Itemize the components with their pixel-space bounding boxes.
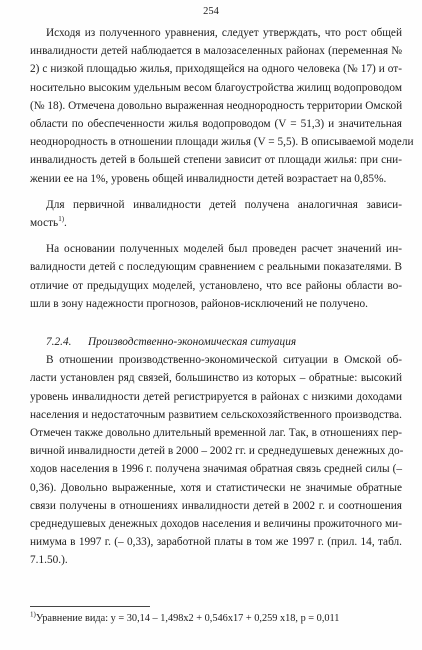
text-line: На основании полученных моделей был проведен расчет значений ин-: [46, 243, 402, 256]
section-heading: [30, 333, 402, 351]
paragraph-spacer: [30, 188, 402, 196]
text-line: носительно высоким удельным весом благоустройства жилищ водопроводом: [30, 81, 402, 94]
paragraph-3: [30, 240, 402, 313]
section-spacer: [30, 313, 402, 333]
text-fragment: мость: [30, 217, 59, 230]
footnote-text: Уравнение вида: у = 30,14 – 1,498х2 + 0,546х17 + 0,259 х18, р = 0,011: [35, 613, 340, 624]
text-line: жении ее на 1%, уровень общей инвалидности детей возрастает на 0,85%.: [30, 172, 387, 185]
text-line: населения и недостаточным развитием сельскохозяйственного производства.: [30, 408, 402, 421]
text-line: В отношении производственно-экономической ситуации в Омской об-: [46, 354, 402, 367]
text-line: ласти установлен ряд связей, большинство из которых – обратные: высокий: [30, 372, 402, 385]
text-line: 7.1.50.).: [30, 554, 68, 567]
footnote-marker: 1): [30, 610, 36, 619]
footnote-reference: 1): [58, 215, 65, 224]
text-line: валидности детей с последующим сравнением с реальными показателями. В: [30, 261, 402, 274]
page-number: 254: [203, 6, 219, 17]
text-line: (№ 18). Отмечена довольно выраженная неоднородность территории Омской: [30, 99, 403, 112]
text-line: области по обеспеченности жилья водопроводом (V = 51,3) и значительная: [30, 118, 402, 131]
text-line: отличие от предыдущих моделей, установлено, что все районы области во-: [30, 279, 402, 292]
paragraph-2: [30, 196, 402, 232]
text-line: 2) с низкой площадью жилья, приходящейся на одного человека (№ 17) и от-: [30, 63, 402, 76]
text-line: нимума в 1997 г. (– 0,33), заработной платы в том же 1997 г. (прил. 14, табл.: [30, 536, 402, 549]
text-line: 0,36). Довольно выраженные, хотя и статистически не значимые обратные: [30, 481, 402, 494]
text-line: уровень инвалидности детей регистрируется в районах с низкими доходами: [30, 390, 402, 403]
section-number: 7.2.4.: [46, 336, 72, 349]
text-line: Для первичной инвалидности детей получена аналогичная зависи-: [46, 198, 402, 211]
text-line: [30, 214, 402, 232]
text-line: инвалидность детей в большей степени зависит от площади жилья: при сни-: [30, 154, 402, 167]
paragraph-1: [30, 24, 414, 188]
text-line: связи получены в отношениях инвалидности детей в 2002 г. и соотношения: [30, 499, 402, 512]
text-line: Отмечен также довольно длительный временной лаг. Так, в отношениях пер-: [30, 427, 402, 440]
text-line: инвалидности детей наблюдается в малозаселенных районах (переменная №: [30, 45, 402, 58]
section-title: Производственно-экономическая ситуация: [88, 336, 297, 349]
text-fragment: .: [64, 217, 67, 230]
text-line: среднедушевых денежных доходов населения и величины прожиточного ми-: [30, 518, 402, 531]
text-line: ходов населения в 1996 г. получена значимая обратная связь средней силы (–: [30, 463, 402, 476]
text-line: Исходя из полученного уравнения, следует утверждать, что рост общей: [46, 27, 402, 39]
paragraph-4: [30, 351, 402, 569]
text-line: шли в зону надежности прогнозов, районов-исключений не получено.: [30, 297, 368, 310]
text-line: неоднородность в отношении площади жилья (V = 5,5). В описываемой модели: [30, 136, 414, 149]
text-line: вичной инвалидности детей в 2000 – 2002 гг. и среднедушевых денежных до-: [30, 445, 404, 458]
footnote: [30, 612, 402, 626]
paragraph-spacer: [30, 232, 402, 240]
footnote-separator: [30, 606, 150, 607]
body-text: [30, 24, 414, 570]
